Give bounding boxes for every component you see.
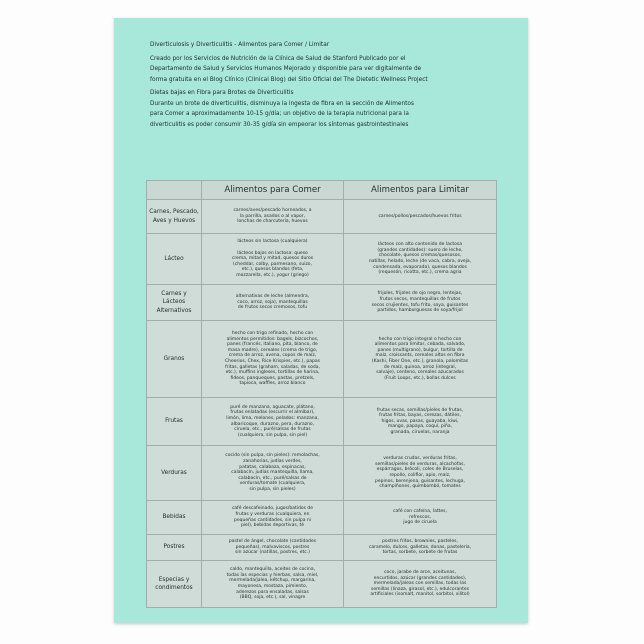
row-limitar: coco, jarabe de arce, aceitunas, encurtidos, azúcar (grandes cantidades), mermelada/jaleas con semillas, todas las semillas (linaza, girasol, etc.), edulcorantes artificiales (isomalt, manitol, sorbitol, xilitol) [344,561,497,608]
row-comer: puré de manzana, aguacate, plátano, frutas enlatadas (escurrir el almíbar), limón, lima, melones, pelados: manzana, albaricoque, durazno, pera, durazno, ciruela, etc., puré/salsas de frutas (cualquiera, sin pulpa, sin piel) [202,398,344,446]
row-category: Postres [147,535,202,561]
row-limitar: frijoles, frijoles de ojo negro, lentejas, frutos secos, mantequillas de frutos secos crujientes, tofu frito, soya, guisantes partidos, hamburguesas de soya/frijol [344,285,497,321]
table-row [147,234,497,285]
row-limitar: lácteos con alto contenido de lactosa (grandes cantidades): suero de leche, chocolate, quesos cremas/quesosos, natillas, helado, leche (de vaca, cabra, oveja, condensada, evaporada), quesos blandos (requesón, ricotta, etc.), crema agria [344,234,497,285]
row-comer: cocido (sin pulpa, sin pieles): remolachas, zanahorias, judías verdes, patatas, calabaza, espinacas, calabacín, judías mantequilla, llama, calabacín, etc., puré/salsas de verduras/tomate (cualquiera, sin pulpa, sin pieles) [202,446,344,501]
source-line-2: Departamento de Salud y Servicios Humanos Mejorado y disponible para ver digitalmente de [150,66,422,72]
table-row [147,200,497,234]
row-category: Especias y condimentos [147,561,202,608]
table-row [147,321,497,398]
row-category: Carnes, Pescado, Aves y Huevos [147,200,202,234]
poster [114,18,528,623]
row-category: Carnes y Lácteos Alternativos [147,285,202,321]
section-subtitle: Dietas bajas en Fibra para Brotes de Diverticulitis [150,90,294,96]
body-line-1: Durante un brote de diverticulitis, disminuya la ingesta de fibra en la sección de Alimentos [150,100,414,107]
header-limitar: Alimentos para Limitar [344,181,497,200]
row-limitar: frutas secas, semillas/pieles de frutas, frutas fritas, bayas, cerezas, dátiles, higos, uvas, pasas, guayaba, kiwi, mango, papaya, coquí, piña, granada, ciruelas, naranja [344,398,497,446]
row-category: Verduras [147,446,202,501]
header-comer: Alimentos para Comer [202,181,344,200]
source-line-3: forma gratuita en el Blog Clínico (Clinical Blog) del Sitio Oficial del The Dietetic Wellness Project [150,76,428,83]
row-comer: lácteos sin lactosa (cualquiera) lácteos bajos en lactosa: queso crema, mitad y mitad, quesos duros (cheddar, colby, parmesano, suizo, etc.), quesos blandos (feta, mozzarella, etc.), yogur (griego) [202,234,344,285]
source-line-1: Creado por los Servicios de Nutrición de la Clínica de Salud de Stanford Publicado por el [150,55,406,62]
row-category: Lácteo [147,234,202,285]
row-limitar: verduras crudas, verduras fritas, semillas/pieles de verduras, alcachofas, espárragos, brócoli, coles de Bruselas, repollo, coliflor, apio, maíz, pepinos, berenjena, guisantes, lechuga, champiñones, quimbombó, tomates [344,446,497,501]
table-row [147,446,497,501]
table-header-row [147,181,497,200]
row-category: Frutas [147,398,202,446]
row-comer: hecho con trigo refinado, hecho con alimentos permitidos: bagels, bizcochos, panes (francés, italiano, pita, blanco, de masa madre), cereales (crema de trigo, crema de arroz, avena, copos de maíz, Cheerios, Chex, Rice Krispies, etc.), papas fritas, galletas (graham, saladas, de soda, etc.), muffins ingleses, tortillas de harina, fideos, panqueques, pastas, pretzels, tapioca, waffles, arroz blanco [202,321,344,398]
row-comer: carnes/aves/pescado horneados, a la parrilla, asados o al vapor, lonchas de charcutería, huevos [202,200,344,234]
food-table [146,180,497,608]
row-category: Granos [147,321,202,398]
row-limitar: hecho con trigo integral o hecho con alimentos para limitar, cebada, salvado, panes (multigrano), bulgur, tortilla de maíz, croissants, cereales altos en fibra (Kashi, Fiber One, etc.), granola, palomitas de maíz, quinoa, arroz (integral, salvaje), centeno, cereales azucarados (Fruit Loops, etc.), bollas dulces [344,321,497,398]
row-comer: pastel de ángel, chocolate (cantidades pequeñas), malvaviscos, postres sin azúcar (natillas, postres, etc.) [202,535,344,561]
row-comer: café descafeinado, jugos/batidos de frutas y verduras (cualquiera, en pequeñas cantidades, sin pulpa ni piel), bebidas deportivas, té [202,501,344,535]
row-category: Bebidas [147,501,202,535]
intro-text [150,40,510,130]
table-row [147,535,497,561]
body-line-2: para Comer a aproximadamente 10-15 g/día; un objetivo de la terapia nutricional para la [150,111,409,117]
table-row [147,561,497,608]
row-comer: caldo, mantequilla, aceites de cocina, todas las especias y hierbas, salsa, miel, mermelada/jalea, kétchup, margarina, mayonesa, mostaza, pimiento, aderezos para ensaladas, salsas (BBQ, soja, etc.), sal, vinagre [202,561,344,608]
header-corner-cell [147,181,202,200]
body-line-3: diverticulitis es poder consumir 30-35 g/día sin empeorar los síntomas gastrointestinales [150,121,409,128]
row-comer: alternativas de leche (almendra, coco, arroz, soja), mantequillas de frutos secos cremosos, tofu [202,285,344,321]
row-limitar: café con cafeína, lattes, refrescos, jugo de ciruela [344,501,497,535]
table-row [147,285,497,321]
row-limitar: carnes/pollos/pescados/huevos fritos [344,200,497,234]
document-title: Diverticulosis y Diverticulitis - Alimentos para Comer / Limitar [150,42,330,48]
table-row [147,501,497,535]
table-row [147,398,497,446]
row-limitar: postres fritos, brownies, pasteles, caramelo, dulces, galletas, donas, pastelería, tortas, sorbete, sorbete de frutas [344,535,497,561]
